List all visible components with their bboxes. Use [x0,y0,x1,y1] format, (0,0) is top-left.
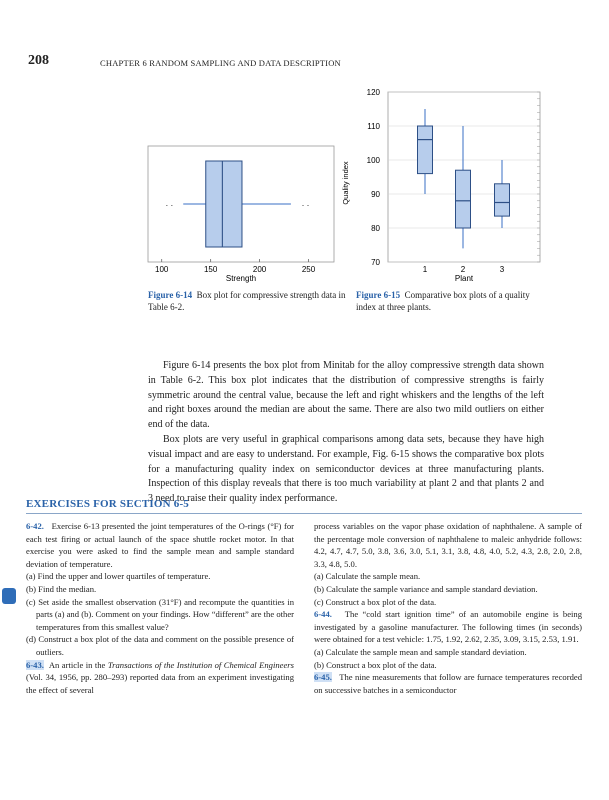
section-rule [26,513,582,514]
fig15-xtick-label: 2 [460,265,466,274]
fig14-outliers-right: . . [301,198,310,208]
exercise-6-43-part-b: (b) Calculate the sample variance and sample standard deviation. [314,583,538,594]
fig15-xlabel: Plant [454,274,474,283]
exercise-6-42-part-a: (a) Find the upper and lower quartiles of temperature. [26,571,211,582]
fig15-ytick-label: 110 [367,122,380,131]
fig15-ytick-label: 100 [366,156,380,165]
exercise-6-45 [314,671,582,696]
fig15-caption-label: Figure 6-15 [356,290,401,300]
fig14-caption-label: Figure 6-14 [148,290,193,300]
fig15-ytick-label: 80 [371,224,380,233]
fig14-caption [148,289,348,313]
fig15-caption [356,289,546,313]
exercise-6-42-number: 6-42. [26,521,44,531]
fig15-xtick-label: 3 [499,265,505,274]
exercise-6-44-part-a: (a) Calculate the sample mean and sample standard deviation. [314,646,527,657]
exercise-6-43-number: 6-43. [26,659,44,670]
fig15-box [418,126,433,174]
fig15-box [456,170,471,228]
exercise-6-42-part-d: (d) Construct a box plot of the data and comment on the possible presence of outliers. [26,634,294,657]
exercise-6-45-text: The nine measurements that follow are furnace temperatures recorded on successive batches in a semiconductor [314,672,583,695]
fig15-ytick-label: 70 [371,258,380,267]
fig14-tick-label: 200 [252,265,267,274]
figures-svg [0,0,609,320]
body-paragraph-1: Figure 6-14 presents the box plot from Minitab for the alloy compressive strength data shown in Table 6-2. This box plot indicates that the distribution of compressive strengths is fairly symmetric around the central value, because the left and right whiskers and the lengths of the left and right boxes around the median are about the same. There are also two mild outliers on either end of the data. [148,360,544,431]
fig15-ytick-label: 90 [371,190,380,199]
exercise-6-42-part-c: (c) Set aside the smallest observation (31°F) and recompute the quantities in parts (a) and (b). Comment on your findings. How “different” are the other temperatures from this smallest value? [26,596,294,632]
exercise-6-43-pre: An article in the [48,659,108,670]
fig14-box-right [222,161,242,247]
exercise-6-43-continued: process variables on the vapor phase oxidation of naphthalene. A sample of the percentage mole conversion of naphthalene to maleic anhydride follows: 4.2, 4.7, 4.7, 5.0, 3.8, 3.6, 3.0, 5.1, 3.1, 3.8, 4.8, 4.0, 5.2, 4.3, 2.8, 2.0, 2.8, 3.3, 4.8, 5.0. [314,521,582,569]
exercise-6-43-journal: Transactions of the Institution of Chemical Engineers [107,659,294,670]
fig14-tick-label: 100 [155,265,169,274]
exercise-column-right [314,520,582,696]
fig14-tick-label: 150 [203,265,218,274]
page-number: 208 [28,53,49,68]
exercise-6-42-part-b: (b) Find the median. [26,583,97,594]
exercise-6-44-part-b: (b) Construct a box plot of the data. [314,659,437,670]
exercise-6-42 [26,520,294,570]
fig15-box [495,184,510,216]
exercise-6-44 [314,608,582,646]
fig14-caption-text: Box plot for compressive strength data in Table 6-2. [148,290,346,312]
body-paragraph-2: Box plots are very useful in graphical comparisons among data sets, because they have high visual impact and are easy to understand. For example, Fig. 6-15 shows the comparative box plots for a manufacturing quality index on semiconductor devices at three manufacturing plants. Inspection of this display reveals that there is too much variability at plant 2 and that plants 2 and 3 need to raise their quality index performance. [148,433,544,505]
exercise-6-45-number: 6-45. [314,672,332,683]
fig14-tick-label: 250 [301,265,316,274]
exercise-6-43-part-a: (a) Calculate the sample mean. [314,571,421,582]
fig14-xlabel: Strength [225,274,257,283]
exercise-6-44-number: 6-44. [314,609,332,620]
fig15-caption-text: Comparative box plots of a quality index at three plants. [356,290,530,312]
fig15-xtick-label: 1 [422,265,428,274]
fig14-outliers-left: . . [165,198,174,208]
exercise-6-44-text: The “cold start ignition time” of an automobile engine is being investigated by a gasoline manufacturer. The following times (in seconds) were obtained for a test vehicle: 1.75, 1.92, 2.62, 2.35, 3.09, 3.15, 2.53, 1.91. [314,609,582,645]
chapter-header: CHAPTER 6 RANDOM SAMPLING AND DATA DESCRIPTION [100,58,341,68]
fig15-ylabel: Quality index [341,161,350,205]
figure-6-15 [341,88,540,283]
exercise-6-43-post: (Vol. 34, 1956, pp. 280–293) reported data from an experiment investigating the effect of several [26,672,294,695]
exercise-column-left [26,520,294,696]
margin-tab-marker [2,588,16,604]
exercise-6-43-part-c: (c) Construct a box plot of the data. [314,596,437,607]
figure-6-14 [148,146,334,283]
body-text [148,359,544,507]
exercise-6-43 [26,659,294,697]
section-title: EXERCISES FOR SECTION 6-5 [26,498,190,510]
fig14-box-left [206,161,223,247]
exercise-6-42-text: Exercise 6-13 presented the joint temperatures of the O-rings (°F) for each test firing or actual launch of the space shuttle rocket motor. In that exercise you were asked to find the sample mean and sample standard deviation of temperature. [26,521,294,569]
fig15-ytick-label: 120 [366,88,380,97]
